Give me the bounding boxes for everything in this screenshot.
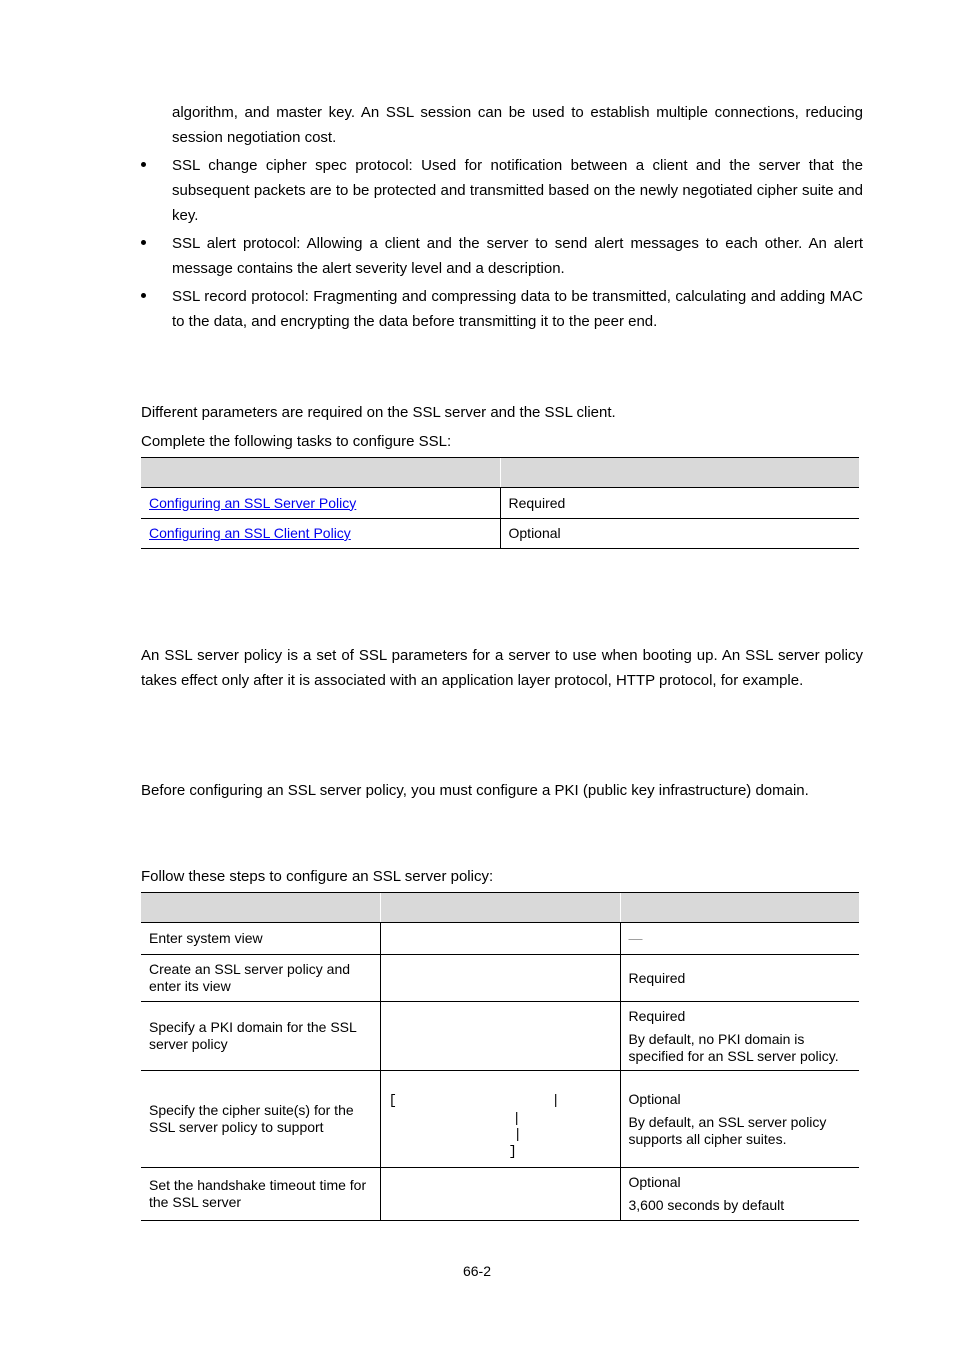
step-cell: Specify the cipher suite(s) for the SSL server policy to support xyxy=(141,1071,380,1168)
cipher-open-bracket: [ xyxy=(388,1093,397,1109)
page-number: 66-2 xyxy=(462,1263,492,1279)
table-row xyxy=(141,1071,859,1168)
task-table xyxy=(141,457,859,549)
remarks-cell: Required xyxy=(500,488,859,519)
step-header-cell xyxy=(141,893,380,923)
remarks-cell xyxy=(620,1168,859,1221)
cipher-pipe-2: | xyxy=(512,1111,521,1127)
steps-intro: Follow these steps to configure an SSL server policy: xyxy=(141,868,494,885)
command-header-cell xyxy=(380,893,620,923)
step-cell: Enter system view xyxy=(141,923,380,955)
remarks-main: Optional xyxy=(628,1090,681,1107)
table-row xyxy=(141,955,859,1002)
remarks-header-cell xyxy=(500,458,859,488)
step-cell: Create an SSL server policy and enter its view xyxy=(141,955,380,1002)
command-cell xyxy=(380,1002,620,1071)
table-row xyxy=(141,1002,859,1071)
remarks-main: Required xyxy=(628,969,686,986)
remarks-cell xyxy=(620,955,859,1002)
cipher-pipe-3: | xyxy=(513,1127,522,1143)
remarks-sub: By default, no PKI domain is specified for an SSL server policy. xyxy=(628,1030,839,1064)
task-table-header xyxy=(141,458,859,488)
intro-continuation: algorithm, and master key. An SSL session can be used to establish multiple connections, reducing session negotiation cost. xyxy=(172,104,863,146)
config-intro-line2: Complete the following tasks to configure SSL: xyxy=(141,433,452,450)
task-header-cell xyxy=(141,458,500,488)
table-row xyxy=(141,1168,859,1221)
command-cell xyxy=(380,923,620,955)
client-policy-link[interactable]: Configuring an SSL Client Policy xyxy=(149,525,351,541)
bullet-text: SSL record protocol: Fragmenting and compressing data to be transmitted, calculating and adding MAC to the data, and encrypting the data before transmitting it to the peer end. xyxy=(172,288,863,330)
remarks-cell xyxy=(620,923,859,955)
remarks-cell xyxy=(620,1002,859,1071)
bullet-text: SSL alert protocol: Allowing a client and the server to send alert messages to each other. An alert message contains the alert severity level and a description. xyxy=(172,235,863,277)
remarks-sub: 3,600 seconds by default xyxy=(628,1197,785,1213)
command-cell xyxy=(380,1168,620,1221)
remarks-cell: Optional xyxy=(500,519,859,549)
step-cell: Set the handshake timeout time for the SSL server xyxy=(141,1168,380,1221)
remarks-header-cell xyxy=(620,893,859,923)
command-cell xyxy=(380,1071,620,1168)
table-row xyxy=(141,923,859,955)
step-cell: Specify a PKI domain for the SSL server policy xyxy=(141,1002,380,1071)
bullet-record-protocol xyxy=(141,284,863,334)
bullet-icon xyxy=(141,293,146,298)
cipher-pipe-1: | xyxy=(551,1093,560,1109)
table-row xyxy=(141,488,859,519)
bullet-alert-protocol xyxy=(141,231,863,281)
task-cell xyxy=(141,519,500,549)
remarks-main: Optional xyxy=(628,1174,681,1190)
config-intro-line1: Different parameters are required on the SSL server and the SSL client. xyxy=(141,404,616,421)
remarks-cell xyxy=(620,1071,859,1168)
bullet-change-cipher-spec xyxy=(141,153,863,228)
steps-table xyxy=(141,892,859,1221)
steps-table-header xyxy=(141,893,859,923)
remarks-main: — xyxy=(628,930,643,946)
remarks-sub: By default, an SSL server policy supports all cipher suites. xyxy=(628,1113,827,1147)
prerequisite-paragraph: Before configuring an SSL server policy, you must configure a PKI (public key infrastructure) domain. xyxy=(141,782,809,799)
cipher-close-bracket: ] xyxy=(508,1144,517,1160)
bullet-icon xyxy=(141,240,146,245)
bullet-icon xyxy=(141,162,146,167)
remarks-main: Required xyxy=(628,1007,686,1024)
server-policy-paragraph: An SSL server policy is a set of SSL parameters for a server to use when booting up. An SSL server policy takes effect only after it is associated with an application layer protocol, HTTP protocol, for example. xyxy=(141,647,863,689)
task-cell xyxy=(141,488,500,519)
bullet-text: SSL change cipher spec protocol: Used for notification between a client and the server that the subsequent packets are to be protected and transmitted based on the newly negotiated cipher suite and key. xyxy=(172,157,863,224)
command-cell xyxy=(380,955,620,1002)
server-policy-link[interactable]: Configuring an SSL Server Policy xyxy=(149,494,357,511)
table-row xyxy=(141,519,859,549)
